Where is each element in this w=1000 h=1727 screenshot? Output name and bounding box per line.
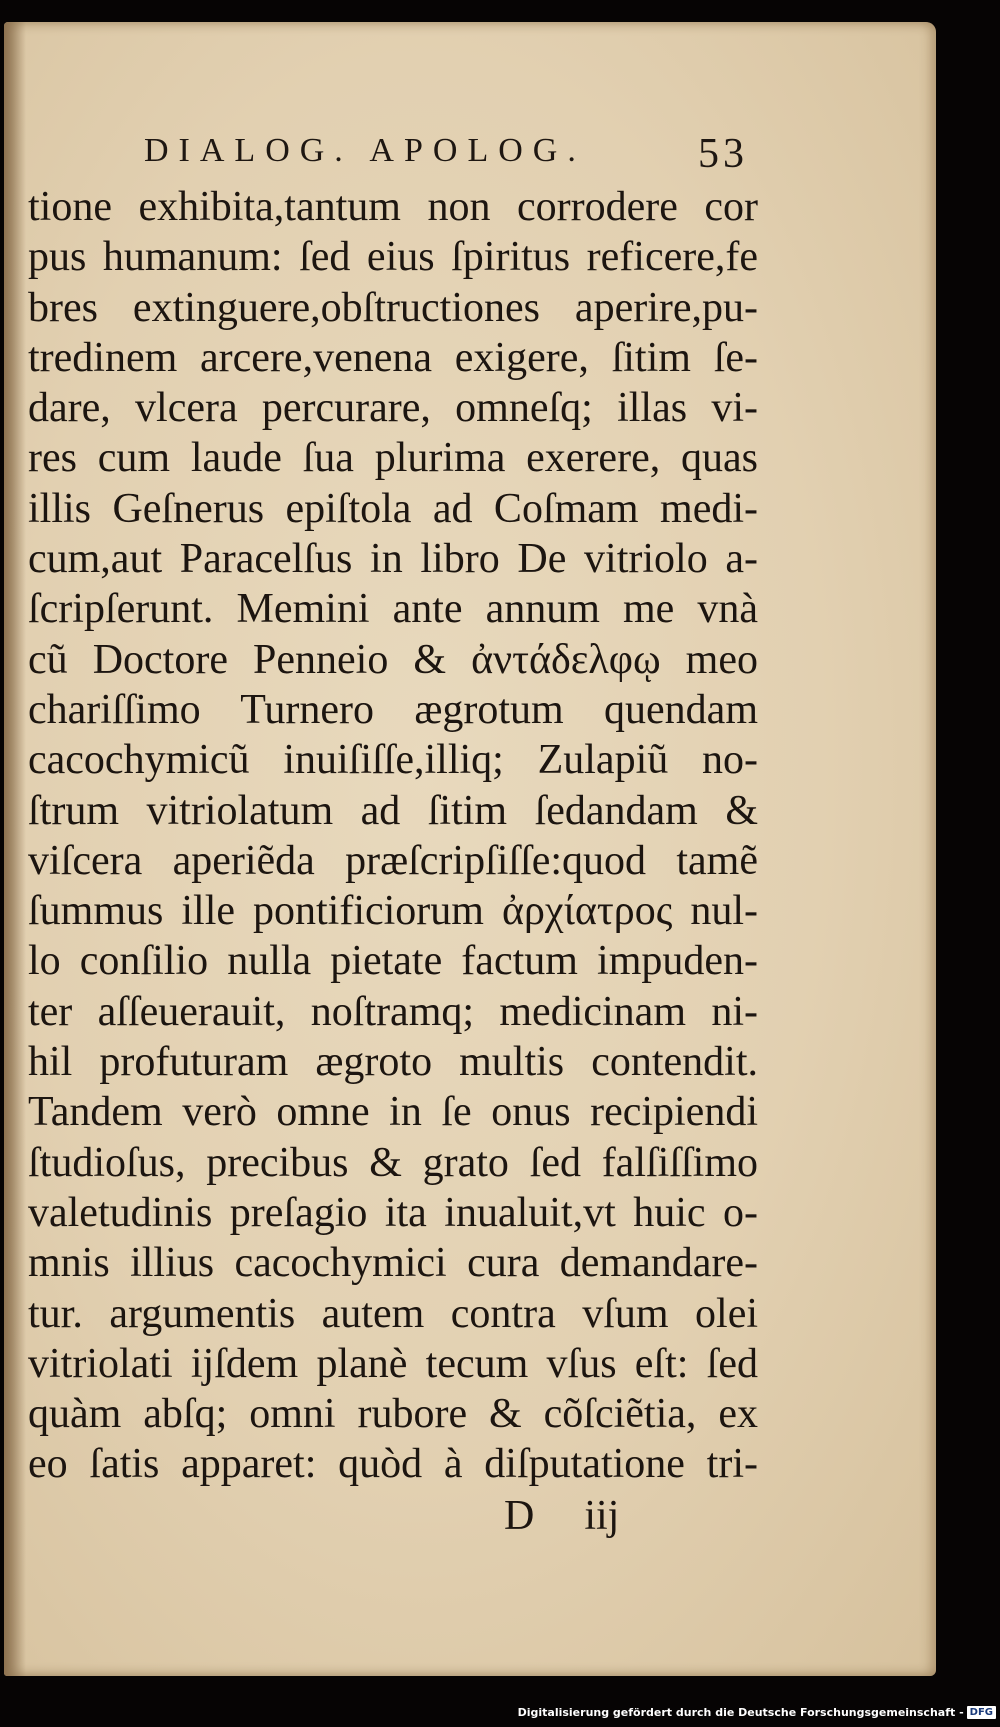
text-line: chariſſimo Turnero ægrotum quendam: [28, 686, 758, 733]
text-line: pus humanum: ſed eius ſpiritus reficere,fe: [28, 234, 758, 281]
page-number: 53: [698, 131, 748, 177]
text-line: ter aſſeuerauit, noſtramq; medicinam ni-: [28, 988, 758, 1035]
text-line: bres extinguere,obſtructiones aperire,pu-: [28, 284, 758, 331]
text-line: dare, vlcera percurare, omneſq; illas vi-: [28, 385, 758, 432]
text-line: vitriolati ijſdem planè tecum vſus eſt: ſed: [28, 1340, 758, 1387]
signature-numeral: iij: [584, 1493, 620, 1539]
text-line: viſcera aperiẽda præſcripſiſſe:quod tamẽ: [28, 837, 758, 884]
text-line: valetudinis preſagio ita inualuit,vt huic o-: [28, 1189, 758, 1236]
text-line: ſtudioſus, precibus & grato ſed falſiſſimo: [28, 1139, 758, 1186]
text-line: illis Geſnerus epiſtola ad Coſmam medi-: [28, 485, 758, 532]
text-line: mnis illius cacochymici cura demandare-: [28, 1240, 758, 1287]
text-line: tur. argumentis autem contra vſum olei: [28, 1290, 758, 1337]
signature-mark: [504, 1492, 669, 1540]
text-line: hil profuturam ægroto multis contendit.: [28, 1039, 758, 1086]
text-line: tione exhibita,tantum non corrodere cor: [28, 184, 758, 230]
running-head: [4, 131, 936, 177]
book-page: [4, 22, 936, 1676]
text-line: cacochymicũ inuiſiſſe,illiq; Zulapiũ no-: [28, 737, 758, 784]
page-gutter-shadow: [4, 22, 26, 1676]
digitization-credit: [518, 1706, 996, 1719]
text-line: ſcripſerunt. Memini ante annum me vnà: [28, 586, 758, 633]
running-head-title: DIALOG. APOLOG.: [144, 132, 586, 169]
credit-text: Digitalisierung gefördert durch die Deutsche Forschungsgemeinschaft -: [517, 1706, 964, 1719]
text-line: Tandem verò omne in ſe onus recipiendi: [28, 1089, 758, 1136]
text-line: cum,aut Paracelſus in libro De vitriolo a-: [28, 536, 758, 583]
text-line: cũ Doctore Penneio & ἀντάδελφῳ meo: [28, 636, 758, 683]
text-line: quàm abſq; omni rubore & cõſciẽtia, ex: [28, 1391, 758, 1438]
text-line: res cum laude ſua plurima exerere, quas: [28, 435, 758, 482]
text-line: ſtrum vitriolatum ad ſitim ſedandam &: [28, 787, 758, 834]
text-line: eo ſatis apparet: quòd à diſputatione tri-: [28, 1441, 758, 1488]
text-line: lo conſilio nulla pietate factum impuden-: [28, 938, 758, 985]
body-text: [28, 182, 758, 1490]
signature-letter: D: [504, 1493, 535, 1539]
dfg-logo: DFG: [967, 1706, 996, 1719]
text-line: tredinem arcere,venena exigere, ſitim ſe-: [28, 334, 758, 381]
text-line: ſummus ille pontificiorum ἀρχίατρος nul-: [28, 888, 758, 935]
